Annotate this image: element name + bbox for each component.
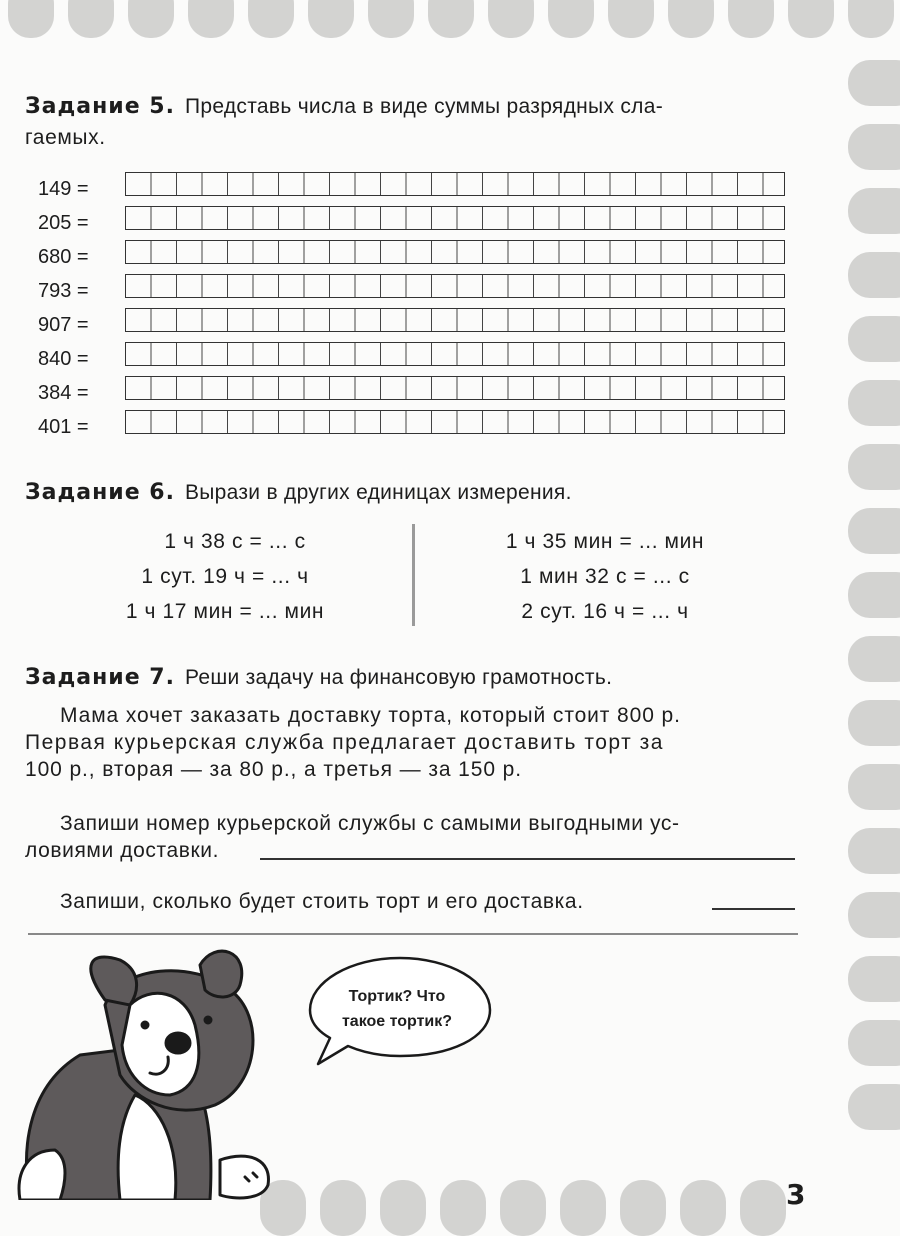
task5-heading [25, 94, 663, 119]
answer-grid[interactable] [125, 240, 785, 264]
task6-right-expression: 1 мин 32 с = ... с [520, 565, 690, 588]
answer-grid[interactable] [125, 410, 785, 434]
row-label: 793 = [38, 280, 89, 302]
task7-heading [25, 665, 612, 690]
task6-text: Вырази в других единицах измерения. [184, 481, 572, 504]
question-one: Запиши номер курьерской службы с самыми выгодными ус- [60, 812, 680, 835]
task6-left-expression: 1 сут. 19 ч = ... ч [141, 565, 309, 588]
answer-line-two[interactable] [712, 908, 795, 910]
row-label: 680 = [38, 246, 89, 268]
answer-grid[interactable] [125, 342, 785, 366]
row-label: 384 = [38, 382, 89, 404]
puppy-illustration [10, 945, 300, 1200]
right-tab-border [848, 60, 900, 1180]
question-one-continued: ловиями доставки. [25, 839, 220, 862]
task6-left-expression: 1 ч 17 мин = ... мин [125, 600, 325, 623]
top-tab-border [0, 0, 900, 22]
speech-line: такое тортик? [341, 1013, 453, 1030]
problem-line: Мама хочет заказать доставку торта, который стоит 800 р. [60, 704, 681, 727]
task6-heading [25, 480, 572, 505]
row-label: 907 = [38, 314, 89, 336]
speech-line: Тортик? Что [348, 988, 446, 1005]
task6-right-expression: 2 сут. 16 ч = ... ч [521, 600, 689, 623]
answer-grid[interactable] [125, 308, 785, 332]
answer-grid[interactable] [125, 172, 785, 196]
problem-line: 100 р., вторая — за 80 р., а третья — за 150 р. [25, 758, 522, 781]
task5-label: Задание 5. [25, 94, 175, 119]
task7-text: Реши задачу на финансовую грамотность. [184, 666, 613, 689]
question-two: Запиши, сколько будет стоить торт и его доставка. [60, 890, 584, 913]
column-divider [412, 524, 415, 626]
task5-text-continued: гаемых. [25, 126, 106, 149]
section-divider [28, 933, 798, 935]
row-label: 149 = [38, 178, 89, 200]
row-label: 205 = [38, 212, 89, 234]
answer-line-one[interactable] [260, 858, 795, 860]
row-label: 840 = [38, 348, 89, 370]
answer-grid[interactable] [125, 376, 785, 400]
task7-label: Задание 7. [25, 665, 175, 690]
answer-grid[interactable] [125, 206, 785, 230]
answer-grid[interactable] [125, 274, 785, 298]
problem-line: Первая курьерская служба предлагает доставить торт за [25, 731, 664, 754]
task5-text: Представь числа в виде суммы разрядных сла- [184, 95, 664, 118]
row-label: 401 = [38, 416, 89, 438]
task6-left-expression: 1 ч 38 с = ... с [164, 530, 306, 553]
speech-bubble-text [322, 984, 472, 1034]
task6-label: Задание 6. [25, 480, 175, 505]
task6-right-expression: 1 ч 35 мин = ... мин [505, 530, 705, 553]
page-number: 3 [786, 1178, 806, 1211]
